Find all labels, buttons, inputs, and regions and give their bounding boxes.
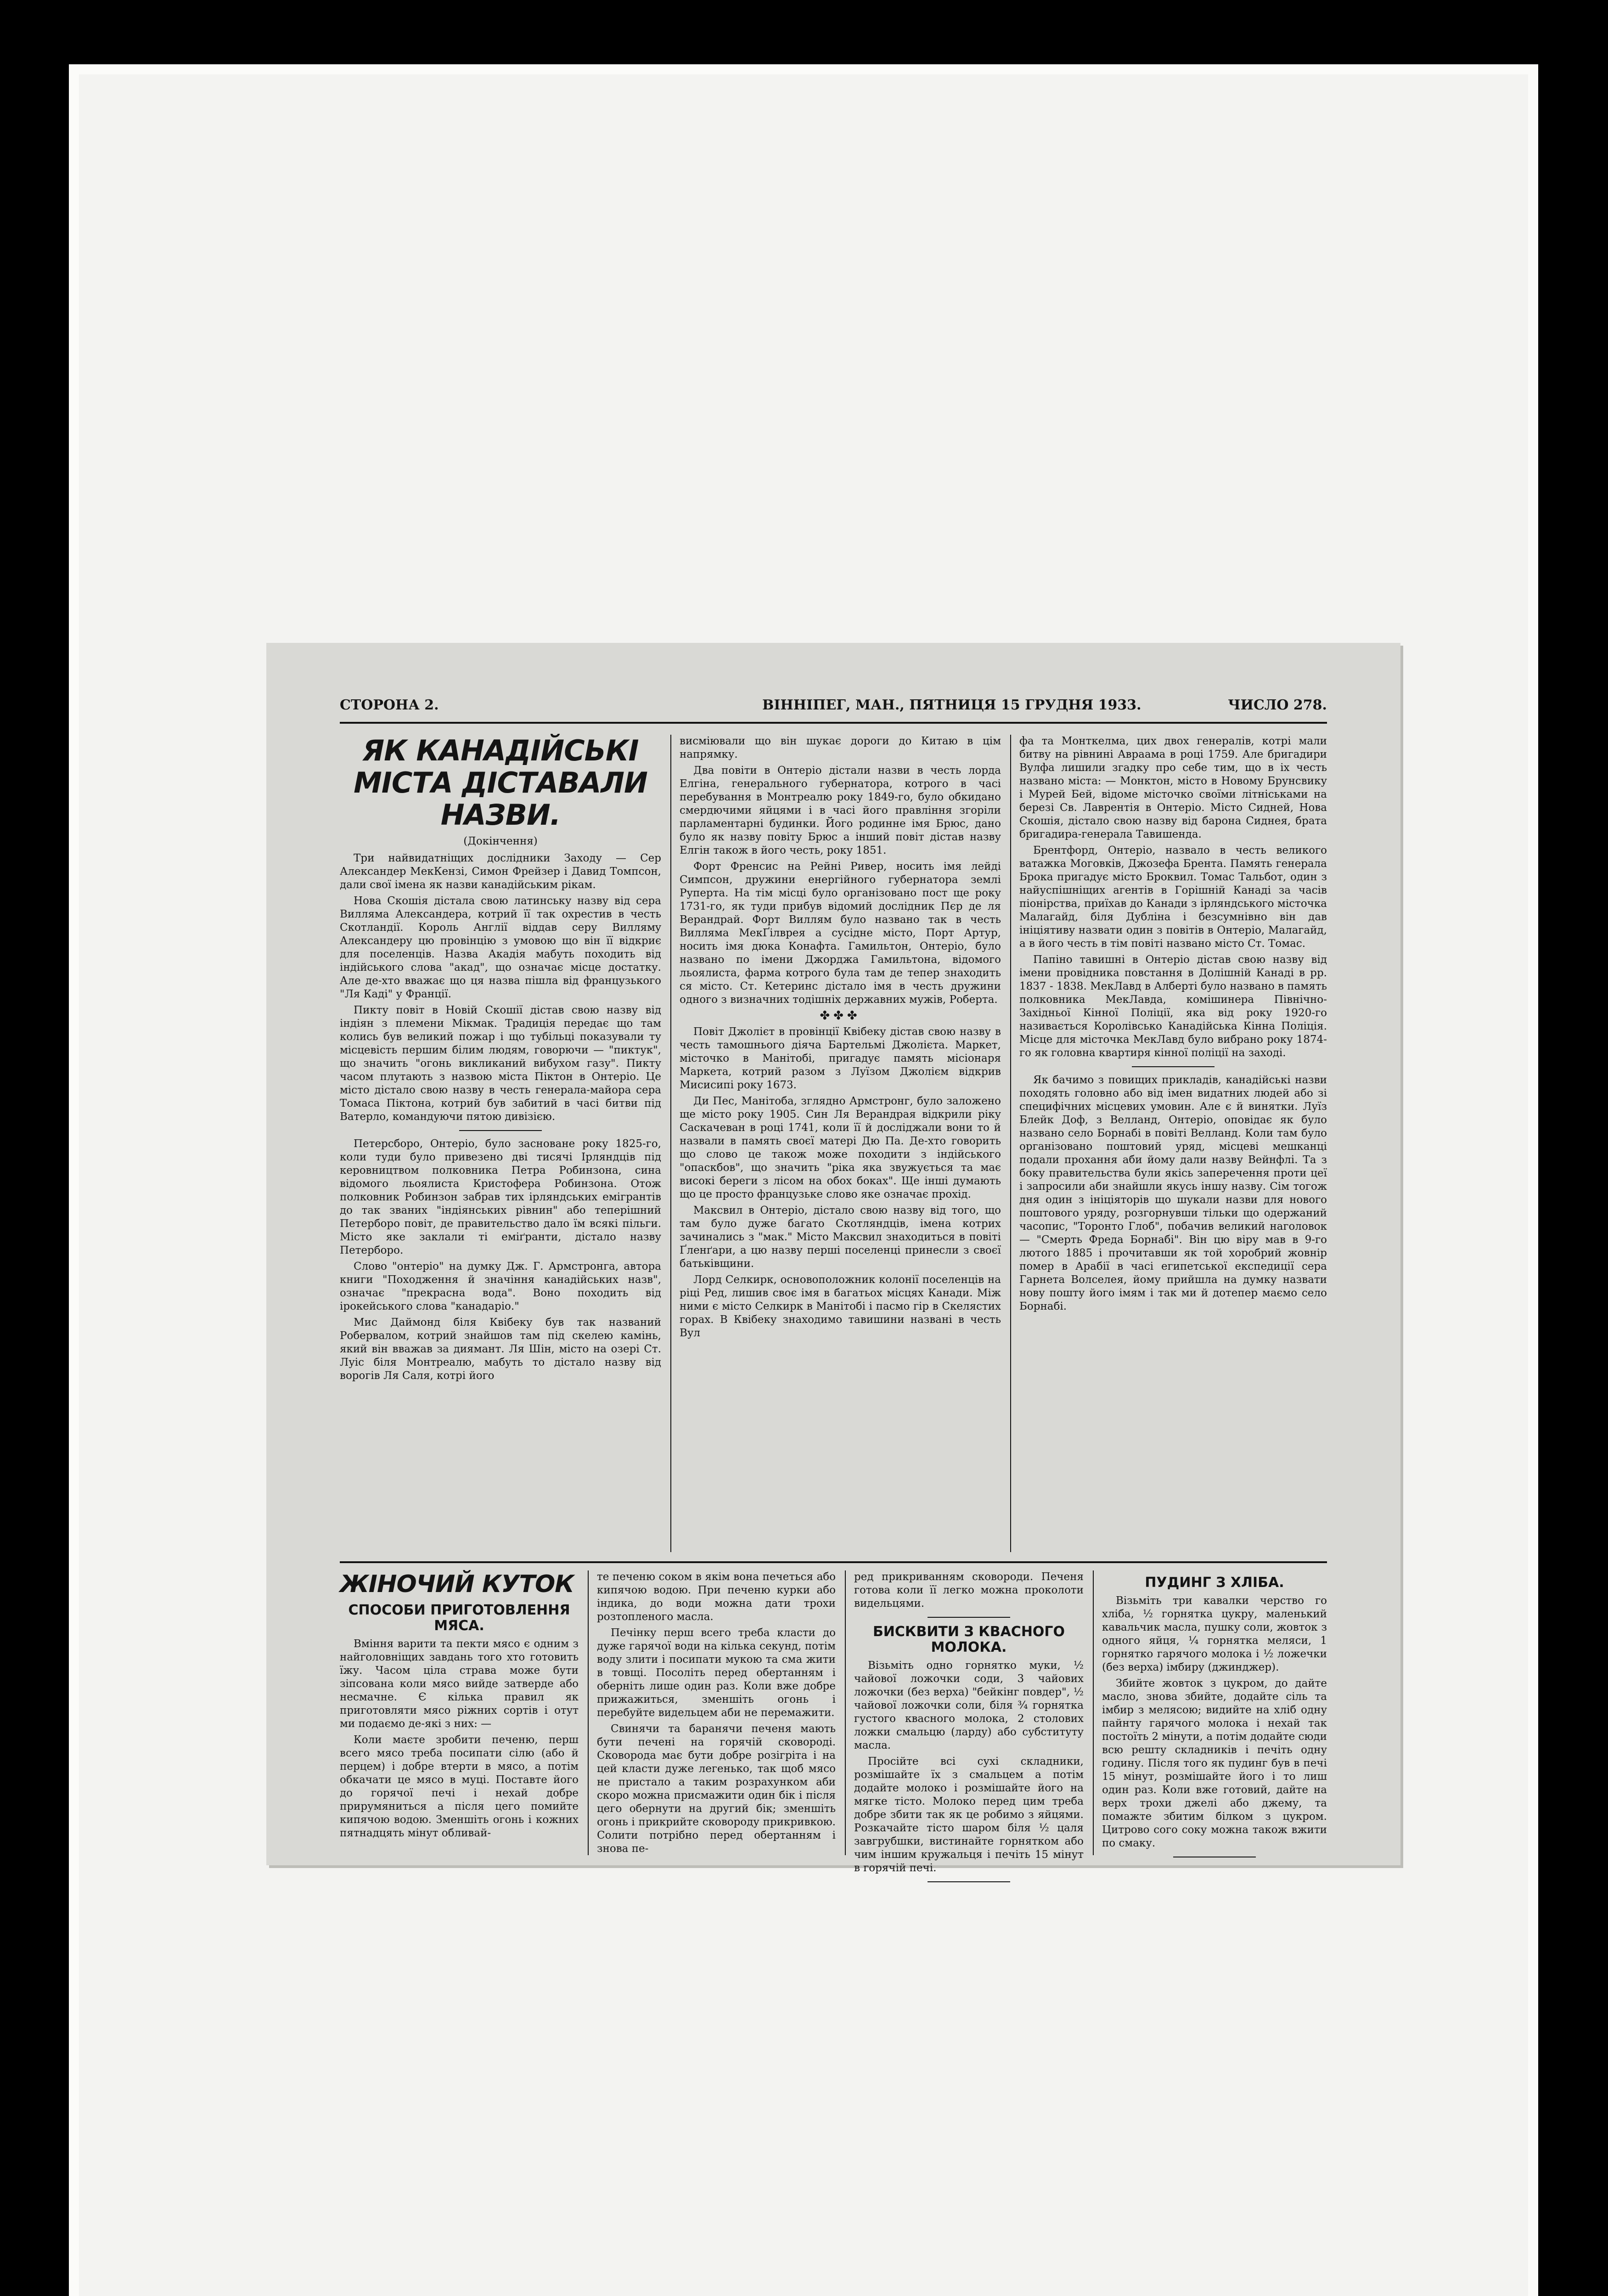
article2-para: те печеню соком в якім вона печеться або кипячою водою. При печеню курки або індика, до води можна дати трохи розтопленого масла. <box>597 1571 836 1623</box>
article1-para: Папіно тавишні в Онтеріо дістав свою назву від імени провідника повстання в Долішній Канаді в рр. 1837 - 1838. МекЛавд в Алберті було названо в память полковника МекЛавда, комішинера Північно-Західньої Кінної Поліції, яка від року 1920-го називається Королівсько Канадійська Кінна Поліція. Місце для місточка МекЛавд було вибрано року 1874-го як головна квартиря кінної поліції на заході. <box>1019 954 1327 1059</box>
article2-para: ред прикриванням сковороди. Печеня готова коли її легко можна проколоти видельцями. <box>854 1571 1084 1609</box>
page-number: СТОРОНА 2. <box>340 697 439 713</box>
article2-para: Вміння варити та пекти мясо є одним з найголовніщих завдань того хто готовить їжу. Часом ціла страва може бути зіпсована коли мясо вийде затверде або несмачне. Є кілька правил як приготовляти мясо ріжних сортів і отут ми подаємо де-які з них: — <box>340 1638 579 1730</box>
article1-para: Ди Пес, Манітоба, зглядно Армстронг, було заложено ще місто року 1905. Син Ля Верандрая відкрили ріку Саскачеван в році 1741, коли її й досліджали вони то й назвали в память своєї матері Дю Па. Де-хто говорить що слово це також може походити з індійського "опаскбов", що значить "ріка яка звужується та має високі береги з лісом на обох боках". Ще інші думають що це просто французьке слово яке означає прохід. <box>680 1095 1001 1200</box>
article1-para: висміювали що він шукає дороги до Китаю в цім напрямку. <box>680 735 1001 760</box>
article2-para: Збийте жовток з цукром, до дайте масло, знова збийте, додайте сіль та імбир з мелясою; видийте на хліб одну пайнту гарячого молока і нехай так постоїть 2 мінути, а потім додайте сюди всю решту складників і печіть одну годину. Після того як пудинг був в печі 15 мінут, розмішайте його і то лиш один раз. Коли вже готовий, дайте на верх трохи джелі або джему, та помажте збитим білком з цукром. Цитрово сого соку можна також вжити по смаку. <box>1102 1677 1327 1849</box>
column-divider <box>670 735 671 1552</box>
article1-para: Мис Даймонд біля Квібеку був так названий Робервалом, котрий знайшов там під скелею камінь, який він вважав за диямант. Ля Шін, місто на озері Ст. Луіс біля Монтреалю, мабуть то дістало назву від ворогів Ля Саля, котрі його <box>340 1317 661 1382</box>
article1-para: Брентфорд, Онтеріо, назвало в честь великого ватажка Моговків, Джозефа Брента. Память генерала Брока пригадує місто Броквил. Томас Тальбот, один з найуспішніщих агентів в Горішній Канаді за часів піонірства, приїхав до Канади з ірляндського місточка Малагайд, біля Дубліна і безсумнівно він дав ініціятиву назвати один з повітів в Онтеріо, Малагайд, а в його честь в тім повіті названо місто Ст. Томас. <box>1019 844 1327 950</box>
article1-para: Три найвидатніщих дослідники Заходу — Сер Алексaндер МекКензі, Симон Фрейзер і Давид Томпсон, дали свої імена як назви канадійським рікам. <box>340 852 661 891</box>
article2-para: Коли маєте зробити печеню, перш всего мясо треба посипати сілю (або й перцем) і добре втерти в мясо, а потім обкачати це мясо в муці. Поставте його до горячої печі і нехай добре прирумяниться а після цего помийте кипячою водою. Зменшіть огонь і кожних пятнадцять мінут обливай- <box>340 1734 579 1839</box>
article1-para: Як бачимо з повищих прикладів, канадійські назви походять головно або від імен видатних людей або зі специфічних місцевих умовин. Але є й винятки. Луїз Блейк Доф, з Велланд, Онтеріо, оповідає як було названо село Борнабі в повіті Велланд. Коли там було організовано поштовий уряд, місцеві мешканці подали прохання аби йому дали назву Вейнфлі. Та з боку правительства були якісь заперечення проти цеї і запросили аби знайшли якусь іншу назву. Сім тогож дня один з ініціяторів що шукали назви для нового поштового уряду, розгорнувши тільки що одержаний часопис, "Торонто Глоб", побачив великий наголовок — "Смерть Фреда Борнабі". Він цю віру мав в 9-го лютого 1885 і прочитавши як той хоробрий жовнір помер в Арабії в часі египетської експедиції сера Гарнета Волселея, йому прийшла на думку назвати нову пошту його імям і так ми й дотепер маємо село Борнабі. <box>1019 1074 1327 1312</box>
page-header <box>340 697 1327 715</box>
article1-para: Петерсборо, Онтеріо, було засноване року 1825-го, коли туди було привезено дві тисячі Ірляндців під керовництвом полковника Петра Робинзона, сина відомого льоялиста Кристофера Робинзона. Отож полковник Робинзон забрав тих ірляндських емігрантів до так званих "індіянських рівнин" або теперішний Петерборо повіт, де правительство дало їм всякі пільги. Місто яке заклали ті еміґранти, дістало назву Петерборо. <box>340 1138 661 1256</box>
article2-para: Печінку перш всего треба класти до дуже гарячої води на кілька секунд, потім воду злити і посипати мукою та сма жити в товщі. Посоліть перед обертанням і оберніть лише один раз. Коли вже добре прижажиться, зменшіть огонь і перебуйте видельцем аби не перемажити. <box>597 1627 836 1719</box>
dateline: ВІННІПЕГ, МАН., ПЯТНИЦЯ 15 ГРУДНЯ 1933. <box>762 697 1141 713</box>
article1-para: Повіт Джолієт в провінції Квібеку дістав свою назву в честь тамошнього діяча Бартельмі Джолієта. Маркет, місточко в Манітобі, пригадує память місіонаря Маркета, котрий разом з Луїзом Джолієм відкрив Мисисипі року 1673. <box>680 1026 1001 1091</box>
article2-subtitle: СПОСОБИ ПРИГОТОВЛЕННЯ МЯСА. <box>348 1602 570 1634</box>
article1-para: Форт Френсис на Рейні Ривер, носить імя лейді Симпсон, дружини енергійного губернатора землі Руперта. На тім місці було організовано пост ще року 1731-го, як туди прибув відомий дослідник Пєр де ля Верандрай. Форт Виллям було названо так в честь Вилляма МекҐілврея а сусідне місто, Порт Артур, носить імя дюка Конафта. Гамильтон, Онтеріо, було названо по імени Джорджа Гамильтона, відомого льоялиста, фарма котрого була там де тепер знаходить ся місто. Ст. Кетеринс дістало імя в честь дружини одного з визначних тодішніх державних мужів, Роберта. <box>680 861 1001 1006</box>
column-separator-rule <box>1132 1066 1214 1067</box>
article2-col2 <box>597 1570 836 1855</box>
issue-number: ЧИСЛО 278. <box>1228 697 1327 713</box>
article1-para: Пикту повіт в Новій Скошії дістав свою назву від індіян з племени Мікмак. Традиція передає що там колись був великий пожар і що тубільці показували ту місцевість першим білим людям, говорючи — "пиктук", що значить "огонь викликаний вибухом газу". Пикту часом плутають з назвою міста Піктон в Онтеріо. Це місто дістало свою назву в честь генерала-майора сера Томаса Піктона, котрий був забитий в часі битви під Ватерло, командуючи пятою дивізією. <box>340 1004 661 1123</box>
article1-col1 <box>340 735 661 1552</box>
article2-para: Свинячи та баранячи печеня мають бути печені на горячій сковороді. Сковорода має бути добре розігріта і на цей класти дуже легенько, так щоб мясо не пристало а таким розрахунком аби скоро можна присмажити один бік і після цего обернути на другий бік; зменшіть огонь і прикрийте сковороду прикривкою. Солити потрібно перед обертанням і знова пе- <box>597 1723 836 1855</box>
recipe-title-pudding: ПУДИНГ З ХЛІБА. <box>1145 1575 1284 1591</box>
article2-col4 <box>1102 1570 1327 1855</box>
article1-col2 <box>680 735 1001 1552</box>
column-divider <box>1093 1570 1094 1855</box>
column-divider <box>1010 735 1011 1552</box>
article2-col3 <box>854 1570 1084 1874</box>
article2-col1 <box>340 1570 579 1855</box>
article2-para: Просійте всі сухі складники, розмішайте їх з смальцем а потім додайте молоко і розмішайте його на мягке тісто. Молоко перед цим треба добре збити так як це робимо з яйцями. Розкачайте тісто шаром біля ½ цаля завгрубшки, вистинайте горнятком або чим іншим кружальця і печіть 15 мінут в горячій печі. <box>854 1756 1084 1874</box>
column-separator-rule <box>459 1130 542 1131</box>
column-separator-rule <box>928 1881 1010 1882</box>
article1-para: Лорд Селкирк, основоположник колонії поселенців на ріці Ред, лишив своє імя в багатьох місцях Канади. Між ними є місто Селкирк в Манітобі і пасмо гір в Скелястих горах. В Квібеку знаходимо тавишини названі в честь Вул <box>680 1274 1001 1339</box>
article2-para: Візьміть три кавалки черство го хліба, ½ горнятка цукру, маленький кавальчик масла, пушку соли, жовток з одного яйця, ¼ горнятка меляси, 1 горнятко гарячого молока і ½ ложечки (без верха) імбиру (джинджер). <box>1102 1595 1327 1673</box>
article1-para: Слово "онтеріо" на думку Дж. Г. Армстронга, автора книги "Походження й значіння канадійських назв", означає "прекрасна вода". Воно походить від ірокейського слова "канадаріо." <box>340 1261 661 1312</box>
column-divider <box>588 1570 589 1855</box>
section-rule <box>340 1561 1327 1563</box>
article1-title: ЯК КАНАДІЙСЬКІ МІСТА ДІСТАВАЛИ НАЗВИ. <box>354 734 647 832</box>
header-rule <box>340 722 1327 724</box>
article1-para: Максвил в Онтеріо, дістало свою назву від того, що там було дуже багато Скотляндців, імена котрих зачинались з "мак." Місто Максвил знаходиться в повіті Ґленґари, а цю назву перші поселенці принесли з своєї батьківщини. <box>680 1204 1001 1270</box>
column-divider <box>845 1570 846 1855</box>
article1-para: фа та Монткелма, цих двох генералів, котрі мали битву на рівнині Авраама в році 1759. Але бригадири Вулфа лишили згадку про себе тим, що в іх честь названо міста: — Монктон, місто в Новому Брунсвику і Мурей Бей, відоме місточко своїми літніськами на березі Св. Лаврентія в Онтеріо. Місто Сидней, Нова Скошія, дістало свою назву від барона Сиднея, брата бригадира-генерала Тавишенда. <box>1019 735 1327 840</box>
article2-para: Візьміть одно горнятко муки, ½ чайової ложочки соди, 3 чайових ложочки (без верха) "бейкінг повдер", ½ чайової ложочки соли, біля ¾ горнятка густого квасного молока, 2 столових ложки смальцю (ларду) або субституту масла. <box>854 1660 1084 1751</box>
ornament-separator: ✤✤✤ <box>820 1009 861 1023</box>
article2-title: ЖІНОЧИЙ КУТОК <box>340 1570 574 1598</box>
article1-col3 <box>1019 735 1327 1552</box>
recipe-title-biscuits: БИСКВИТИ З КВАСНОГО МОЛОКА. <box>872 1624 1065 1655</box>
article1-continuation: (Докінчення) <box>463 835 538 847</box>
article1-para: Нова Скошія дістала свою латинську назву від сера Виллямa Александера, котрий її так охрестив в честь Скотландії. Король Англії віддав серу Виллямy Александеру цю провінцію з умовою що він її відкриє для поселенців. Назва Акадія мабуть походить від індійського слова "акад", що означає місце достатку. Але де-хто вважає що ця назва пішла від французького "Ля Каді" у Франції. <box>340 895 661 1000</box>
column-separator-rule <box>928 1617 1010 1618</box>
newspaper-page <box>266 643 1400 1874</box>
article1-para: Два повіти в Онтеріо дістали назви в честь лорда Елгіна, генерального губернатора, котрого в часі перебування в Монтреалю року 1849-го, було обкидано смердючими яйцями і в часі його правління згоріли парламентарні будинки. Його родинне імя Брюс, дано було як назву повіту Брюс а інший повіт дістав назву Елгін також в його честь, року 1851. <box>680 765 1001 856</box>
